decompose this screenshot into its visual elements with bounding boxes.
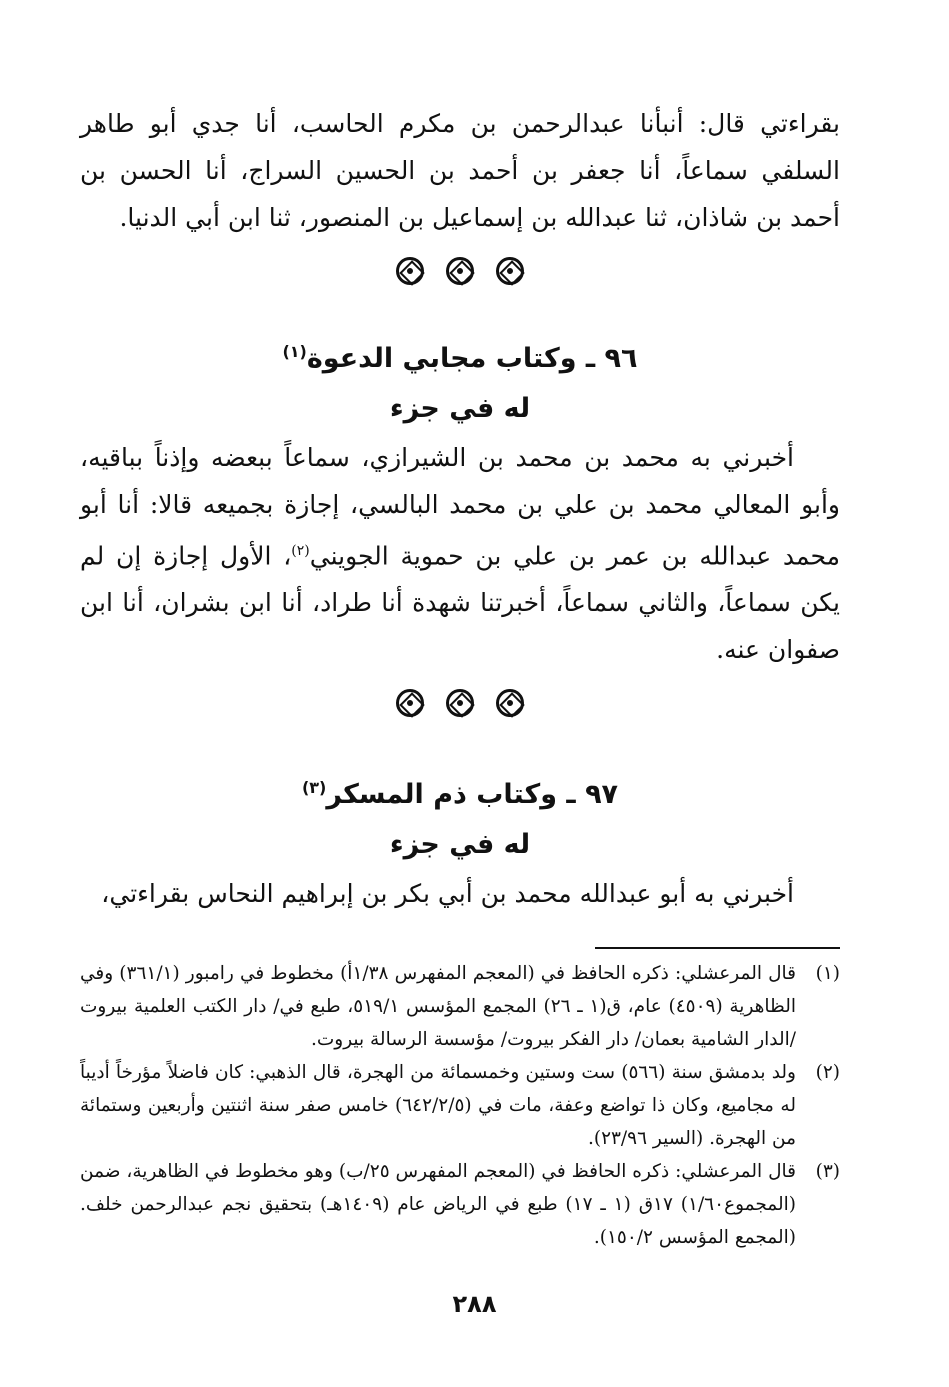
footnote-ref-2: (٢) bbox=[291, 543, 310, 559]
section-96-subtitle: له في جزء bbox=[389, 393, 531, 424]
intro-line-3: أحمد بن شاذان، ثنا عبدالله بن إسماعيل بن المنصور، ثنا ابن أبي الدنيا. bbox=[119, 203, 840, 232]
section-divider bbox=[80, 683, 840, 723]
ornament-icon bbox=[396, 689, 424, 717]
section-97-title bbox=[80, 763, 840, 820]
section-96-line-2: وأبو المعالي محمد بن علي بن محمد البالسي، إجازة بجميعه قالا: أنا أبو bbox=[80, 490, 840, 519]
section-97-line-1: أخبرني به أبو عبدالله محمد بن أبي بكر بن إبراهيم النحاس بقراءتي، bbox=[101, 879, 794, 909]
section-96-line-3b: ، الأول إجازة إن لم bbox=[80, 541, 292, 571]
footnote-number: (٢) bbox=[815, 1062, 840, 1084]
page-content bbox=[80, 100, 840, 1254]
ornament-icon bbox=[396, 257, 424, 285]
section-96-line-4: يكن سماعاً، والثاني سماعاً، أخبرتنا شهدة أنا طراد، أنا ابن بشران، أنا ابن bbox=[80, 588, 840, 618]
footnote-2 bbox=[80, 1056, 840, 1155]
section-97-title-text: ٩٧ ـ وكتاب ذم المسكر bbox=[326, 779, 619, 811]
intro-line-2: السلفي سماعاً، أنا جعفر بن أحمد بن الحسين السراج، أنا الحسن بن bbox=[80, 156, 840, 185]
footnotes bbox=[80, 957, 840, 1254]
ornament-icon bbox=[446, 257, 474, 285]
section-97-subtitle: له في جزء bbox=[389, 829, 531, 861]
section-96-paragraph bbox=[80, 434, 840, 673]
intro-paragraph bbox=[80, 100, 840, 241]
ornament-icon bbox=[446, 689, 474, 717]
section-96-line-3 bbox=[80, 528, 840, 579]
footnote-1 bbox=[80, 957, 840, 1056]
footnote-separator bbox=[595, 947, 840, 949]
footnote-number: (١) bbox=[815, 963, 840, 985]
section-divider bbox=[80, 251, 840, 291]
section-96-line-1: أخبرني به محمد بن محمد بن الشيرازي، سماعاً ببعضه وإذناً بباقيه، bbox=[80, 443, 794, 472]
intro-line-1: بقراءتي قال: أنبأنا عبدالرحمن بن مكرم الحاسب، أنا جدي أبو طاهر bbox=[80, 109, 840, 138]
footnote-text: قال المرعشلي: ذكره الحافظ في (المعجم المفهرس ٢٥/ب) وهو مخطوط في الظاهرية، ضمن (المجموع١/٦٠) ١٧ق (١ ـ ١٧) طبع في الرياض عام (١٤٠٩هـ) بتحقيق نجم عبدالرحمن خلف. (المجمع المؤسس ١٥٠/٢). bbox=[80, 1161, 796, 1249]
ornament-icon bbox=[496, 689, 524, 717]
section-96-line-3a: محمد عبدالله بن عمر بن علي بن حموية الجويني bbox=[309, 541, 841, 571]
footnote-3 bbox=[80, 1155, 840, 1254]
footnote-ref-3: (٣) bbox=[301, 778, 327, 798]
section-96-title-text: ٩٦ ـ وكتاب مجابي الدعوة bbox=[306, 343, 638, 374]
ornament-icon bbox=[496, 257, 524, 285]
section-96-line-5: صفوان عنه. bbox=[716, 635, 840, 665]
section-96-title bbox=[80, 327, 840, 384]
footnote-text: ولد بدمشق سنة (٥٦٦) ست وستين وخمسمائة من الهجرة، قال الذهبي: كان فاضلاً مؤرخاً أديباً له مجاميع، وكان ذا تواضع وعفة، مات في (٦٤٢/٢/٥) خامس صفر سنة اثنتين وأربعين وستمائة من الهجرة. (السير ٢٣/٩٦). bbox=[80, 1062, 796, 1150]
page-number: ٢٨٨ bbox=[452, 1290, 497, 1318]
footnote-ref-1: (١) bbox=[282, 342, 307, 361]
section-97-paragraph bbox=[80, 870, 840, 917]
footnote-text: قال المرعشلي: ذكره الحافظ في (المعجم المفهرس ١/٣٨أ) مخطوط في رامبور (٣٦١/١) وفي الظاهرية (٤٥٠٩) عام، ق(١ ـ ٢٦) المجمع المؤسس ٥١٩/١، طبع في/ دار الكتب العلمية بيروت /الدار الشامية بعمان/ دار الفكر بيروت/ مؤسسة الرسالة بيروت. bbox=[80, 963, 797, 1051]
footnote-number: (٣) bbox=[815, 1161, 840, 1183]
